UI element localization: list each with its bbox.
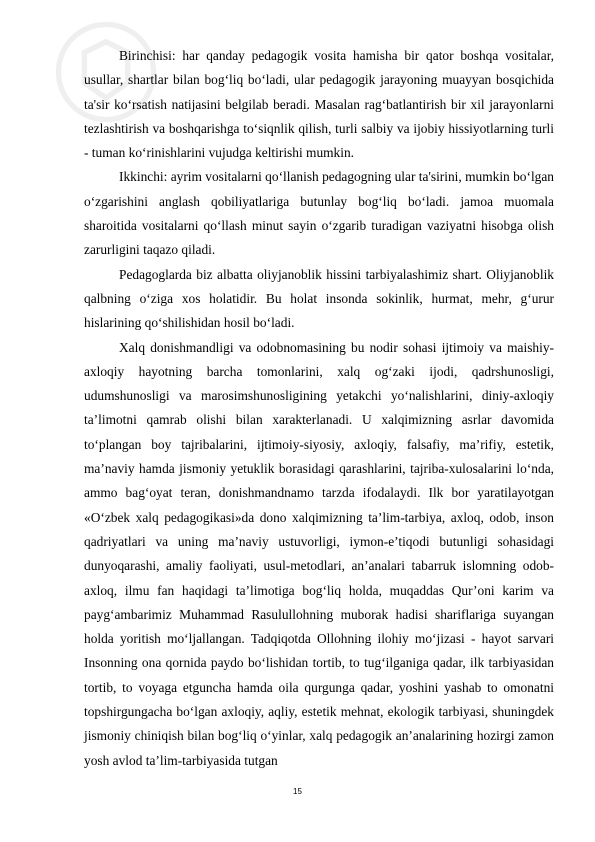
paragraph-1: Birinchisi: har qanday pedagogik vosita hamisha bir qator boshqa vositalar, usullar, shartlar bilan bog‘liq bo‘ladi, ular pedagogik jarayoning muayyan bosqichida ta'sir ko‘rsatish natijasini belgilab beradi. Masalan rag‘batlantirish bir xil jarayonlarni tezlashtirish va boshqarishga to‘siqnlik qilish, turli salbiy va ijobiy hissiyotlarning turli - tuman ko‘rinishlarini vujudga keltirishi mumkin. — [84, 48, 554, 161]
paragraph-2: Ikkinchi: ayrim vositalarni qo‘llanish pedagogning ular ta'sirini, mumkin bo‘lgan o‘zgarishini anglash qobiliyatlariga butunlay bog‘liq bo‘ladi. jamoa muomala sharoitida vositalarni qo‘llash minut sayin o‘zgarib turadigan vaziyatni hisobga olish zarurligini taqazo qiladi. — [84, 169, 554, 258]
document-body — [84, 44, 554, 773]
page-number: 15 — [293, 787, 302, 796]
paragraph-4: Xalq donishmandligi va odobnomasining bu nodir sohasi ijtimoiy va maishiy-axloqiy hayotning barcha tomonlarini, xalq og‘zaki ijodi, qadrshunosligi, udumshunosligi va marosimshunosligining yetakchi yo‘nalishlarini, diniy-axloqiy ta’limotni qamrab olishi bilan xarakterlanadi. U xalqimizning asrlar davomida to‘plangan boy tajribalarini, ijtimoiy-siyosiy, axloqiy, falsafiy, ma’rifiy, estetik, ma’naviy hamda jismoniy yetuklik borasidagi qarashlarini, tajriba-xulosalarini lo‘nda, ammo bag‘oyat teran, donishmandnamo tarzda ifodalaydi. Ilk bor yaratilayotgan «O‘zbek xalq pedagogikasi»da dono xalqimizning ta’lim-tarbiya, axloq, odob, inson qadriyatlari va uning ma’naviy ustuvorligi, iymon-e’tiqodi butunligi sohasidagi dunyoqarashi, amaliy faoliyati, usul-metodlari, an’analari tabarruk islomning odob-axloq, ilmu fan haqidagi ta’limotiga bog‘liq holda, muqaddas Qur’oni karim va payg‘ambarimiz Muhammad Rasulullohning muborak hadisi shariflariga suyangan holda yoritish mo‘ljallangan. Tadqiqotda Ollohning ilohiy mo‘jizasi - hayot sarvari Insonning ona qornida paydo bo‘lishidan tortib, to tug‘ilganiga qadar, ilk tarbiyasidan tortib, to voyaga etguncha hamda oila qurgunga qadar, yoshini yashab to omonatni topshirgungacha bo‘lgan axloqiy, aqliy, estetik mehnat, ekologik tarbiyasi, shuningdek jismoniy chiniqish bilan bog‘liq o‘yinlar, xalq pedagogik an’analarining hozirgi zamon yosh avlod ta’lim-tarbiyasida tutgan — [84, 339, 554, 768]
paragraph-3: Pedagoglarda biz albatta oliyjanoblik hissini tarbiyalashimiz shart. Oliyjanoblik qalbning o‘ziga xos holatidir. Bu holat insonda sokinlik, hurmat, mehr, g‘urur hislarining qo‘shilishidan hosil bo‘ladi. — [84, 266, 554, 331]
